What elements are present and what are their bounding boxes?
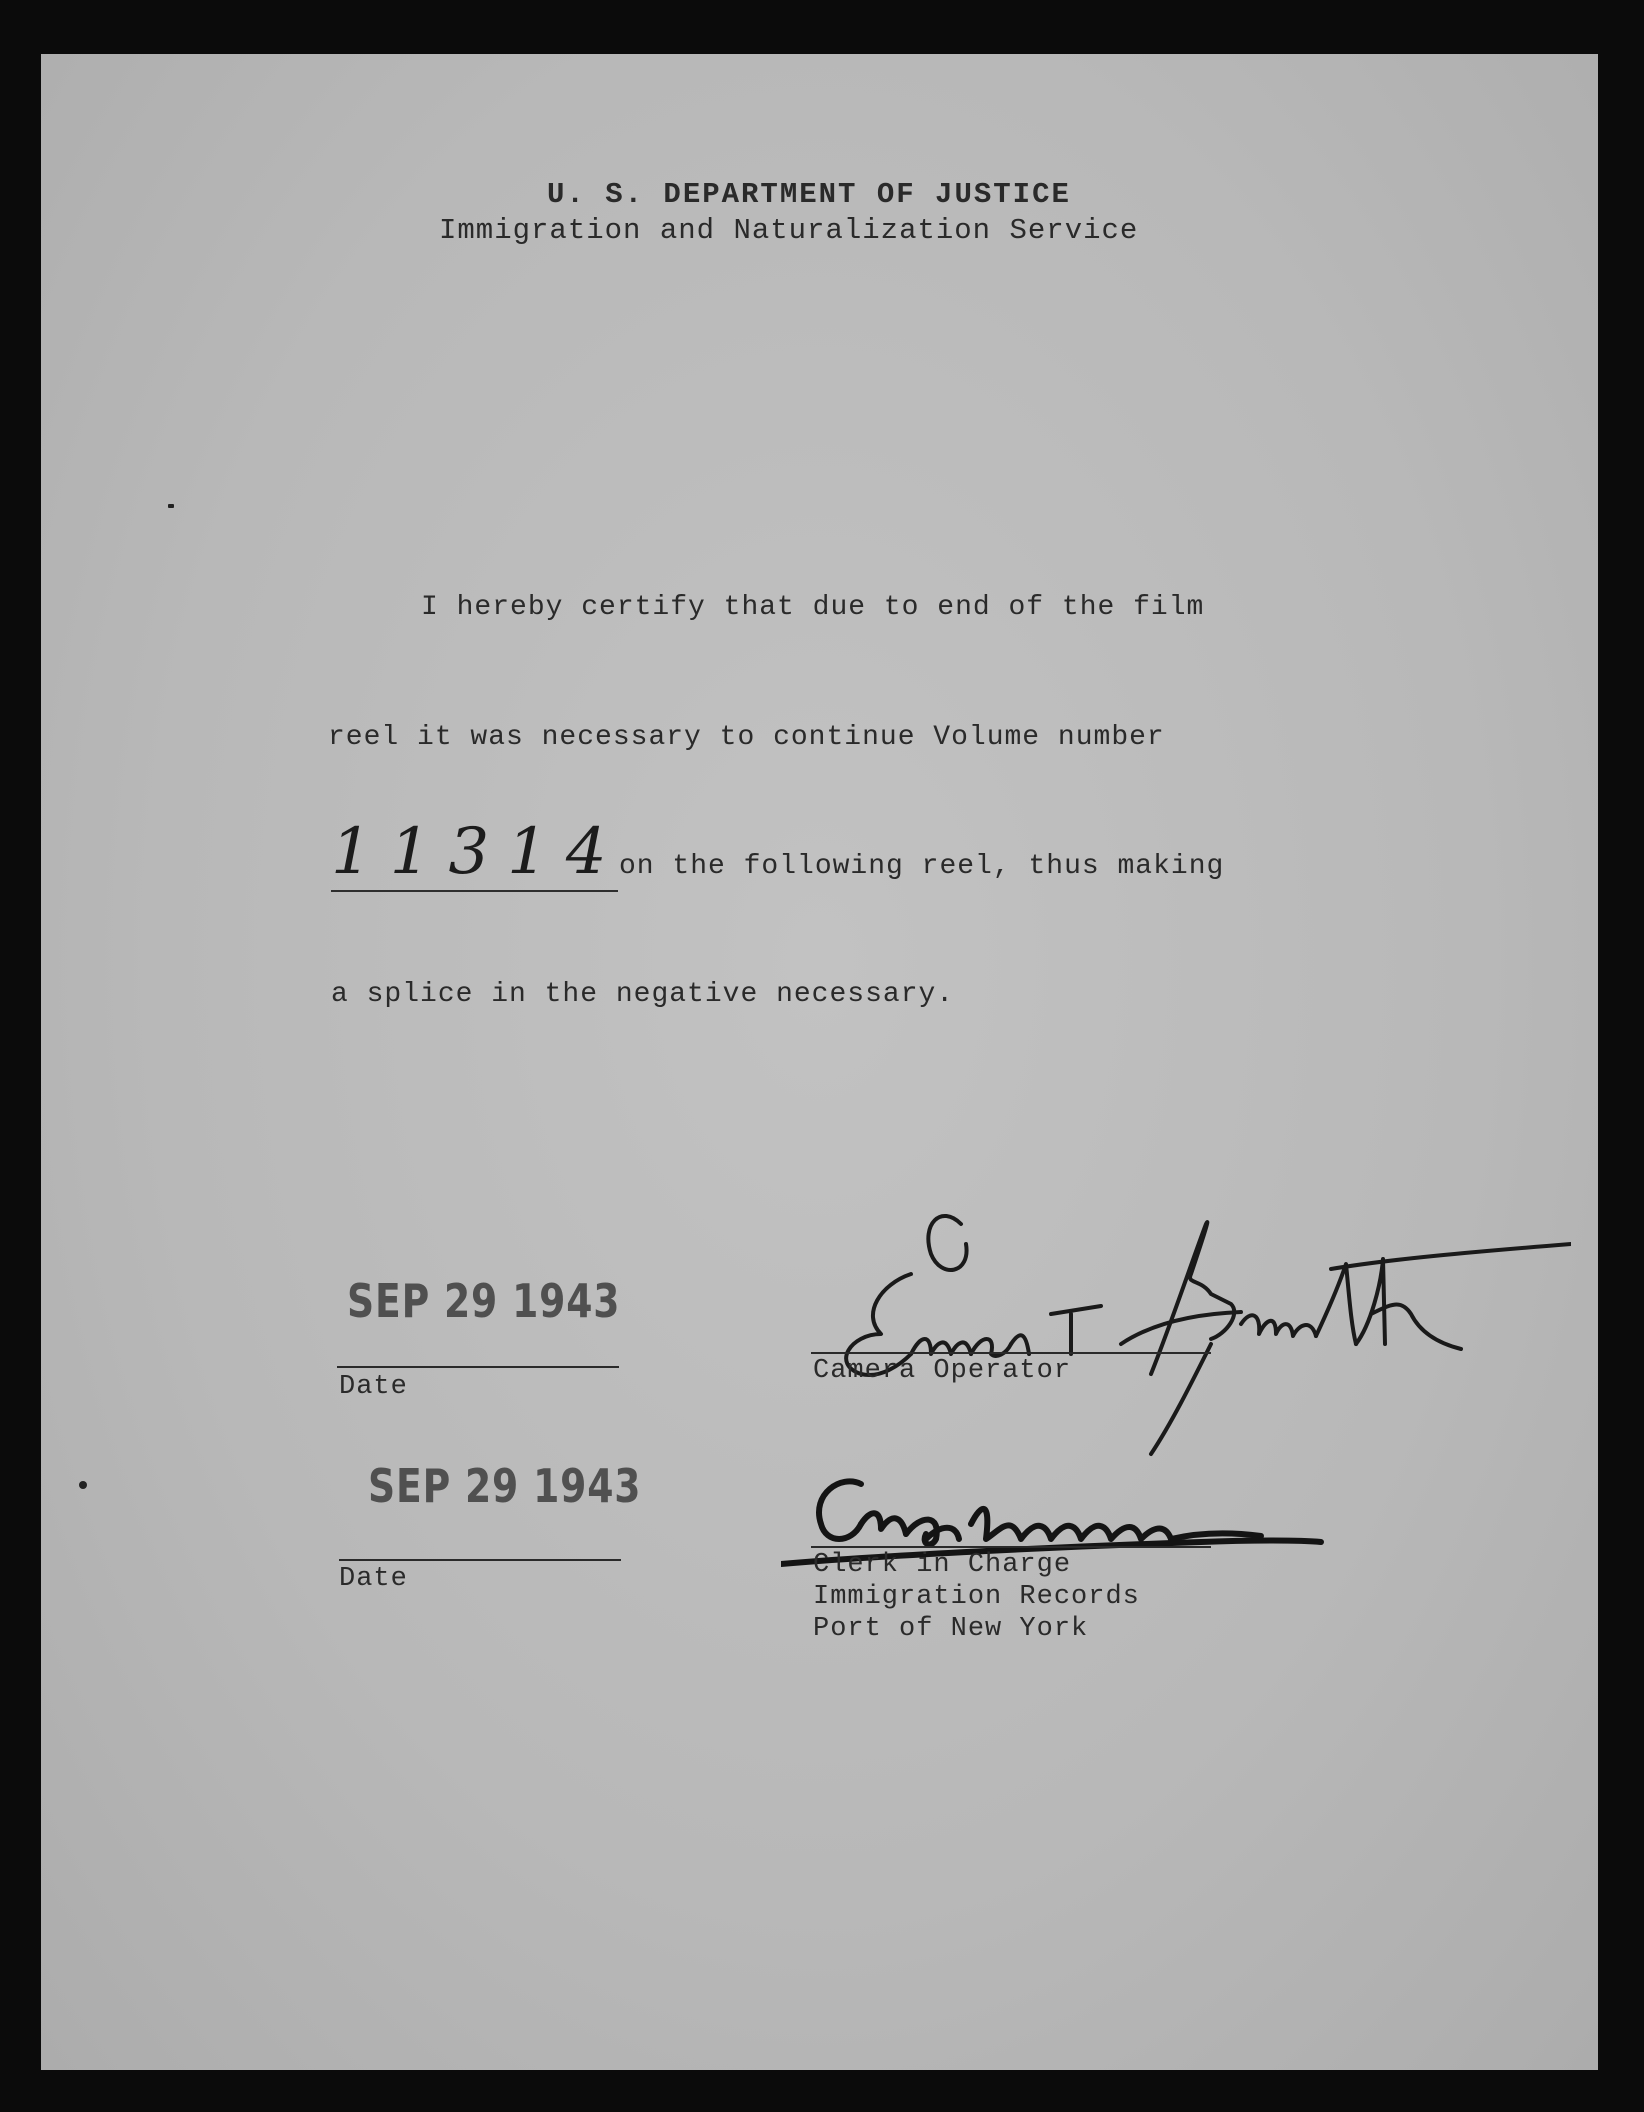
date-line-2	[339, 1559, 621, 1561]
volume-number-handwritten: 11314	[331, 815, 625, 889]
date-line-1	[337, 1366, 619, 1368]
ink-speck	[168, 504, 174, 508]
clerk-label-department: Immigration Records	[813, 1582, 1140, 1612]
clerk-label-title: Clerk in Charge	[813, 1550, 1072, 1580]
clerk-label-port: Port of New York	[813, 1614, 1089, 1644]
date-stamp-2: SEP 29 1943	[368, 1459, 642, 1513]
header-service: Immigration and Naturalization Service	[439, 214, 1139, 247]
camera-operator-line	[811, 1352, 1211, 1354]
certify-line-3: on the following reel, thus making	[619, 851, 1225, 882]
certify-line-4: a splice in the negative necessary.	[331, 979, 955, 1010]
certify-line-1: I hereby certify that due to end of the film	[421, 592, 1205, 623]
certify-line-2: reel it was necessary to continue Volume number	[328, 722, 1165, 753]
ink-speck	[79, 1481, 87, 1489]
date-label-1: Date	[339, 1372, 408, 1402]
date-stamp-1: SEP 29 1943	[347, 1274, 621, 1328]
clerk-line	[811, 1546, 1211, 1548]
date-label-2: Date	[339, 1564, 408, 1594]
volume-number-underline	[331, 890, 618, 892]
header-department: U. S. DEPARTMENT OF JUSTICE	[547, 178, 1071, 211]
document-page	[41, 54, 1598, 2070]
camera-operator-label: Camera Operator	[813, 1356, 1072, 1386]
camera-operator-signature	[771, 1184, 1571, 1464]
